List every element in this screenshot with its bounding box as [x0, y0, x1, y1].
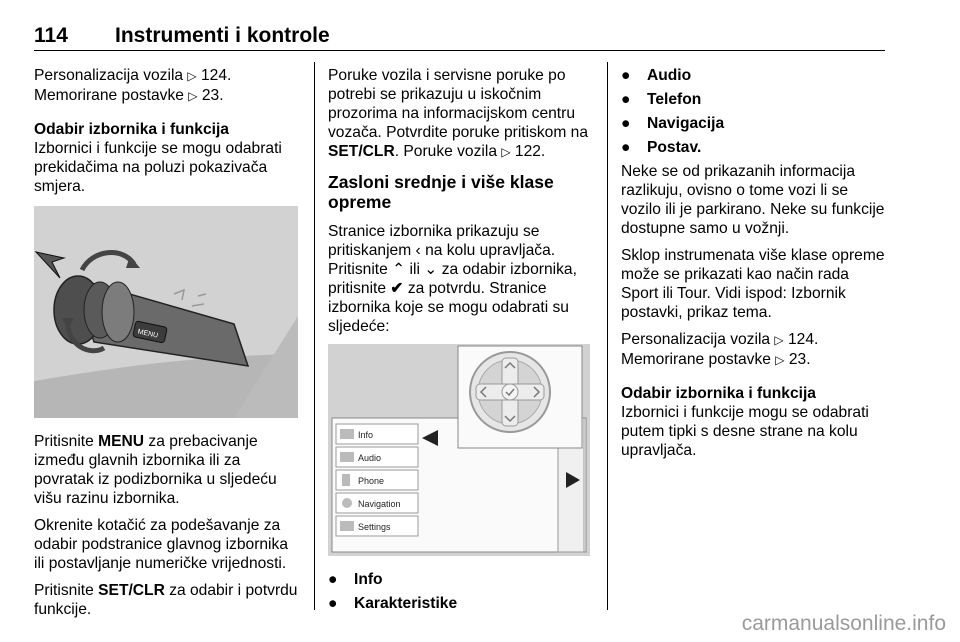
list-item: ● Info: [328, 571, 383, 588]
menu-pages-paragraph: Stranice izbornika prikazuju se pritiskanjem ‹ na kolu upravljača. Pritisnite ⌃ ili ⌄ za odabir izbornika, pritisnite ✔ za potvrdu. Stranice izbornika koje se mogu odabrati su sljedeće:: [328, 223, 577, 335]
page-link[interactable]: 124.: [788, 331, 819, 348]
page-link[interactable]: 23.: [788, 351, 811, 368]
menu-item-navigation: [336, 493, 418, 513]
section-heading: Odabir izbornika i funkcija: [621, 385, 816, 402]
chevron-left-icon: ‹: [415, 242, 421, 259]
page-link[interactable]: 122.: [514, 143, 546, 160]
turn-signal-lever-figure: [34, 206, 298, 418]
column-3: [621, 66, 889, 468]
wheel-paragraph: Okrenite kotačić za podešavanje za odabir podstranice glavnog izbornika ili postavljanje numeričke vrijednosti.: [34, 517, 288, 572]
sport-tour-paragraph: Sklop instrumenata više klase opreme može se prikazati kao način rada Sport ili Tour. Vidi ispod: Izbornik postavki, prikaz tema.: [621, 247, 885, 321]
list-item: ● Telefon: [621, 91, 702, 108]
page-ref-arrow-icon: ▷: [775, 353, 785, 367]
svg-text:Audio: Audio: [358, 453, 382, 463]
menu-item-settings: [336, 516, 418, 536]
page-ref-arrow-icon: ▷: [187, 69, 197, 83]
info-paragraph: Neke se od prikazanih informacija razlikuju, ovisno o tome vozi li se vozilo ili je parkirano. Neke su funkcije dostupne samo u vožnji.: [621, 163, 885, 237]
intro-text: Izbornici i funkcije se mogu odabrati prekidačima na poluzi pokazivača smjera.: [34, 140, 282, 195]
chevron-down-icon: ⌄: [424, 261, 438, 278]
section-heading: Zasloni srednje i više klase opreme: [328, 172, 554, 212]
menu-item-audio: [336, 447, 418, 467]
page-ref-arrow-icon: ▷: [774, 333, 784, 347]
page-ref-arrow-icon: ▷: [501, 145, 511, 159]
page-ref-arrow-icon: ▷: [188, 89, 198, 103]
menu-item-info: [336, 424, 418, 444]
display-menu-figure: [328, 344, 590, 556]
column-divider-2: [607, 62, 608, 610]
section-heading: Odabir izbornika i funkcija: [34, 121, 229, 138]
list-item: ● Karakteristike: [328, 595, 458, 612]
page-number: 114: [34, 24, 68, 47]
svg-text:Phone: Phone: [358, 476, 385, 486]
checkmark-icon: ✔: [390, 280, 404, 297]
menu-button-label: MENU: [137, 328, 159, 340]
cross-references: Personalizacija vozila ▷ 124. Memorirane postavke ▷ 23.: [621, 331, 819, 368]
svg-text:Settings: Settings: [358, 522, 391, 532]
page-link[interactable]: 124.: [201, 67, 232, 84]
cross-references: Personalizacija vozila ▷ 124. Memorirane postavke ▷ 23.: [34, 67, 232, 104]
column-divider-1: [314, 62, 315, 610]
setclr-paragraph: Pritisnite SET/CLR za odabir i potvrdu funkcije.: [34, 582, 298, 618]
watermark: carmanualsonline.info: [741, 612, 946, 635]
list-item: ● Audio: [621, 67, 692, 84]
steering-wheel-paragraph: Izbornici i funkcije mogu se odabrati putem tipki s desne strane na kolu upravljača.: [621, 404, 869, 459]
menu-item-phone: [336, 470, 418, 490]
page-header: [34, 24, 885, 51]
messages-paragraph: Poruke vozila i servisne poruke po potrebi se prikazuju u iskočnim prozorima na informacijskom centru vozača. Potvrdite poruke pritiskom na SET/CLR. Poruke vozila ▷ 122.: [328, 67, 589, 160]
chevron-up-icon: ⌃: [392, 261, 406, 278]
page-link[interactable]: 23.: [201, 87, 224, 104]
svg-text:Info: Info: [358, 430, 374, 440]
list-item: ● Postav.: [621, 139, 702, 156]
page-title: Instrumenti i kontrole: [115, 24, 330, 47]
menu-paragraph: Pritisnite MENU za prebacivanje između glavnih izbornika ili za povratak iz podizbornika u sljedeću višu razinu izbornika.: [34, 433, 277, 507]
column-1: [34, 66, 302, 627]
column-2: [328, 66, 594, 618]
list-item: ● Navigacija: [621, 115, 725, 132]
svg-text:Navigation: Navigation: [358, 499, 401, 509]
